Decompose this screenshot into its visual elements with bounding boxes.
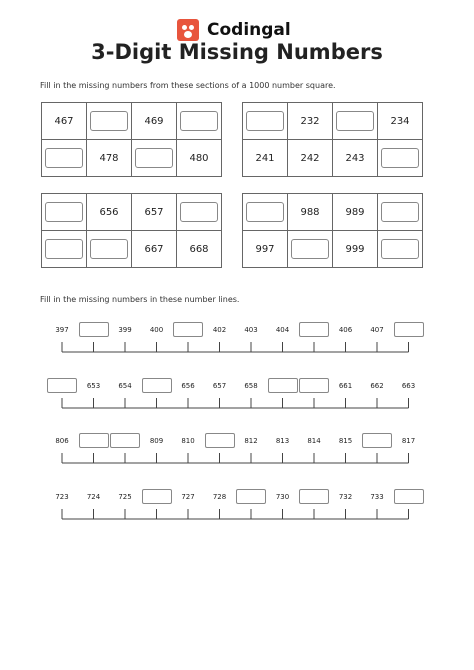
number-label: 400 (149, 326, 164, 334)
grid-cell (333, 194, 378, 231)
answer-box[interactable] (268, 378, 298, 393)
instruction-squares: Fill in the missing numbers from these sections of a 1000 number square. (40, 81, 336, 90)
grid-cell (333, 140, 378, 177)
grid-number: 668 (189, 243, 209, 255)
answer-box[interactable] (394, 322, 424, 337)
number-label: 658 (244, 382, 258, 390)
answer-box[interactable] (394, 489, 424, 504)
grid-number: 656 (99, 206, 119, 218)
grid-cell (87, 231, 132, 268)
number-label: 654 (118, 382, 132, 390)
brand-name: Codingal (207, 20, 291, 40)
answer-box[interactable] (291, 239, 329, 259)
grid-number: 243 (345, 152, 365, 164)
number-label: 806 (55, 437, 69, 445)
answer-box[interactable] (173, 322, 203, 337)
grid-number: 467 (54, 115, 74, 127)
number-label: 403 (244, 326, 258, 334)
grid-number: 999 (345, 243, 365, 255)
grid-cell (177, 140, 222, 177)
grid-cell (177, 103, 222, 140)
grid-cell (288, 140, 333, 177)
grid-number: 989 (345, 206, 365, 218)
number-line (0, 433, 474, 483)
answer-box[interactable] (246, 111, 284, 131)
grid-cell (378, 231, 423, 268)
grid-cell (42, 231, 87, 268)
answer-box[interactable] (142, 378, 172, 393)
answer-box[interactable] (205, 433, 235, 448)
grid-cell (87, 140, 132, 177)
grid-cell (132, 103, 177, 140)
number-label: 397 (55, 326, 69, 334)
grid-cell (177, 231, 222, 268)
number-square-grid (242, 102, 423, 177)
grid-row (243, 194, 423, 231)
number-square-grid (41, 193, 222, 268)
answer-box[interactable] (180, 202, 218, 222)
number-label: 407 (370, 326, 384, 334)
number-label: 661 (338, 382, 353, 390)
answer-box[interactable] (90, 239, 128, 259)
grid-cell (288, 231, 333, 268)
grid-cell (42, 103, 87, 140)
grid-cell (333, 103, 378, 140)
answer-box[interactable] (381, 239, 419, 259)
number-label: 653 (86, 382, 101, 390)
number-label: 406 (338, 326, 353, 334)
number-square-grid (242, 193, 423, 268)
grid-number: 997 (255, 243, 275, 255)
grid-row (243, 140, 423, 177)
grid-cell (132, 231, 177, 268)
answer-box[interactable] (90, 111, 128, 131)
number-label: 663 (401, 382, 416, 390)
answer-box[interactable] (180, 111, 218, 131)
grid-number: 480 (189, 152, 209, 164)
grid-cell (243, 194, 288, 231)
grid-cell (132, 194, 177, 231)
number-label: 724 (86, 493, 101, 501)
number-label: 399 (118, 326, 132, 334)
number-label: 725 (118, 493, 132, 501)
grid-cell (87, 103, 132, 140)
number-label: 657 (212, 382, 227, 390)
grid-cell (87, 194, 132, 231)
grid-cell (243, 231, 288, 268)
number-label: 814 (307, 437, 321, 445)
number-label: 810 (181, 437, 195, 445)
answer-box[interactable] (381, 202, 419, 222)
grid-cell (378, 194, 423, 231)
number-label: 656 (181, 382, 195, 390)
answer-box[interactable] (236, 489, 266, 504)
answer-box[interactable] (110, 433, 140, 448)
number-label: 727 (181, 493, 195, 501)
grid-cell (42, 140, 87, 177)
number-label: 812 (244, 437, 258, 445)
page-title: 3-Digit Missing Numbers (91, 40, 383, 64)
answer-box[interactable] (299, 378, 329, 393)
number-label: 732 (338, 493, 353, 501)
grid-number: 667 (144, 243, 164, 255)
answer-box[interactable] (47, 378, 77, 393)
grid-row (42, 194, 222, 231)
number-label: 817 (401, 437, 416, 445)
grid-number: 234 (390, 115, 410, 127)
number-line (0, 489, 474, 539)
number-label: 728 (212, 493, 227, 501)
penguin-logo-icon (177, 19, 199, 41)
grid-cell (288, 194, 333, 231)
grid-number: 232 (300, 115, 320, 127)
grid-number: 478 (99, 152, 119, 164)
answer-box[interactable] (135, 148, 173, 168)
instruction-lines: Fill in the missing numbers in these number lines. (40, 295, 240, 304)
grid-cell (132, 140, 177, 177)
answer-box[interactable] (45, 148, 83, 168)
grid-number: 988 (300, 206, 320, 218)
number-label: 730 (275, 493, 290, 501)
grid-cell (333, 231, 378, 268)
grid-cell (378, 140, 423, 177)
number-label: 813 (275, 437, 290, 445)
number-label: 662 (370, 382, 384, 390)
number-label: 402 (212, 326, 227, 334)
grid-number: 242 (300, 152, 320, 164)
number-label: 733 (370, 493, 384, 501)
grid-cell (177, 194, 222, 231)
grid-row (243, 103, 423, 140)
grid-row (243, 231, 423, 268)
grid-number: 657 (144, 206, 164, 218)
grid-row (42, 231, 222, 268)
answer-box[interactable] (381, 148, 419, 168)
grid-cell (243, 140, 288, 177)
number-line (0, 378, 474, 428)
answer-box[interactable] (79, 322, 109, 337)
grid-cell (288, 103, 333, 140)
answer-box[interactable] (45, 239, 83, 259)
answer-box[interactable] (45, 202, 83, 222)
number-line-axis (0, 505, 474, 539)
number-label: 809 (149, 437, 164, 445)
grid-number: 469 (144, 115, 164, 127)
number-line-axis (0, 338, 474, 372)
grid-row (42, 103, 222, 140)
answer-box[interactable] (142, 489, 172, 504)
answer-box[interactable] (79, 433, 109, 448)
answer-box[interactable] (299, 489, 329, 504)
number-square-grid (41, 102, 222, 177)
number-line (0, 322, 474, 372)
answer-box[interactable] (299, 322, 329, 337)
number-line-axis (0, 449, 474, 483)
grid-cell (42, 194, 87, 231)
answer-box[interactable] (362, 433, 392, 448)
brand (177, 19, 291, 41)
number-line-axis (0, 394, 474, 428)
grid-number: 241 (255, 152, 275, 164)
answer-box[interactable] (246, 202, 284, 222)
number-label: 404 (275, 326, 290, 334)
grid-row (42, 140, 222, 177)
grid-cell (243, 103, 288, 140)
number-label: 723 (55, 493, 69, 501)
number-label: 815 (338, 437, 353, 445)
grid-cell (378, 103, 423, 140)
answer-box[interactable] (336, 111, 374, 131)
